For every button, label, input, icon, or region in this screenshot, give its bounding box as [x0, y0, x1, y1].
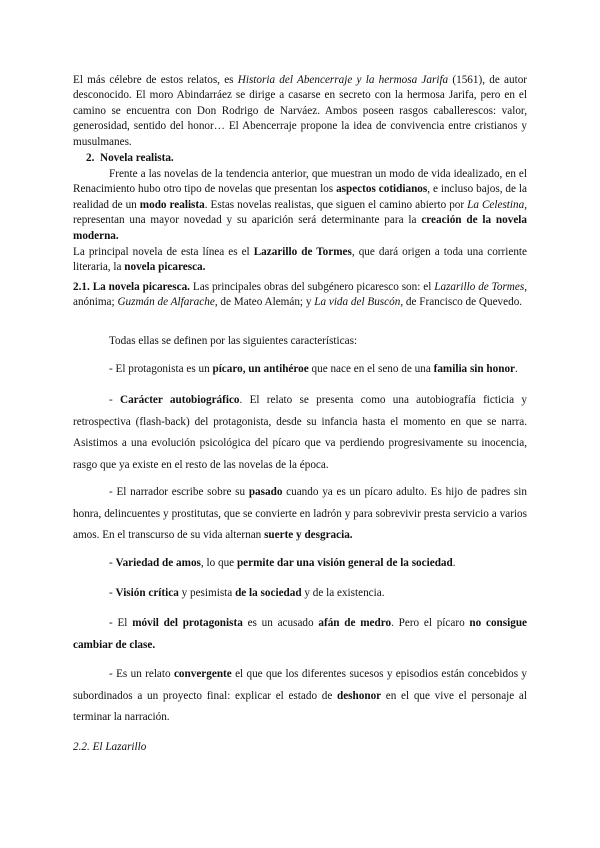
bold-text: no consigue cambiar de clase. [73, 617, 528, 651]
text: La principal novela de esta línea es el [73, 246, 254, 258]
text: Frente a las novelas de la tendencia anterior, que muestran un modo de vida idealizado, en el Renacimiento hubo otro tipo de novelas que presentan los [73, 168, 527, 196]
work-title: Historia del Abencerraje y la hermosa Jarifa [237, 74, 449, 86]
text: - Es un relato [109, 668, 174, 680]
work-title: La vida del Buscón [314, 296, 401, 309]
text: - El [109, 617, 133, 629]
text: - [109, 557, 116, 569]
text: . [515, 363, 518, 375]
text: , e incluso bajos, de la realidad de un [73, 183, 527, 211]
text: . Estas novelas realistas, que siguen el camino abierto por [204, 198, 468, 211]
bold-text: Carácter autobiográfico [120, 394, 240, 406]
section-heading-lazarillo: 2.2. El Lazarillo [73, 741, 147, 753]
text: (1561), de autor desconocido. El moro Abindarráez se dirige a casarse en secreto con la hermosa Jarifa, pero en el camino se encuentra con Don Rodrigo de Narváez. Ambos poseen rasgos caballerescos: valor, generosidad, sentido del honor… El Abencerraje propone la idea de convivencia entre cristianos y musulmanes. [73, 74, 528, 148]
section-heading-realista [86, 151, 527, 166]
feature-masters [73, 556, 527, 571]
feature-autobiographical [73, 390, 527, 476]
feature-motive [73, 613, 527, 656]
feature-narrator [73, 482, 527, 547]
picaresca-paragraph [73, 280, 527, 311]
section-heading-picaresca: 2.1. La novela picaresca. [73, 281, 190, 293]
bold-text: móvil del protagonista [132, 617, 243, 629]
work-title: La Celestina [467, 198, 525, 211]
text: . [452, 557, 456, 569]
bold-text: pasado [248, 486, 283, 498]
text: - [109, 587, 116, 599]
text: , representan una mayor novedad y su aparición será determinante para la [73, 198, 527, 227]
bold-text: permite dar una visión general de la sociedad [236, 557, 453, 569]
heading-text: Novela realista. [99, 152, 174, 164]
feature-protagonist [73, 362, 527, 377]
text: - El narrador escribe sobre su [109, 486, 249, 498]
text: . Pero el pícaro [391, 617, 470, 629]
intro-paragraph [73, 73, 527, 150]
text: - [109, 394, 120, 406]
text: , anónima; [73, 281, 528, 309]
bold-text: creación de la novela moderna. [73, 214, 527, 242]
bold-text: de la sociedad [235, 587, 302, 599]
text: , de Francisco de Quevedo. [400, 296, 523, 309]
bold-text: aspectos cotidianos [336, 183, 428, 196]
bold-text: deshonor [336, 689, 382, 702]
feature-convergent [73, 664, 527, 729]
lazarillo-paragraph [73, 245, 527, 276]
text: y de la existencia. [301, 587, 385, 599]
bold-text: Lazarillo de Tormes [253, 246, 352, 258]
heading-number: 2. [86, 152, 95, 164]
characteristics-intro: Todas ellas se definen por las siguientes características: [109, 335, 358, 347]
text: - El protagonista es un [109, 363, 213, 375]
bold-text: Variedad de amos [115, 557, 201, 569]
bold-text: convergente [173, 668, 232, 680]
text: es un acusado [242, 617, 319, 629]
bold-text: pícaro, un antihéroe [212, 363, 309, 375]
text: , que dará origen a toda una corriente literaria, la [73, 246, 527, 274]
bold-text: Visión crítica [115, 587, 179, 599]
text: , lo que [200, 557, 237, 569]
work-title: Lazarillo de Tormes [434, 281, 525, 293]
text: y pesimista [178, 587, 236, 599]
bold-text: familia sin honor [433, 363, 516, 375]
text: , de Mateo Alemán; y [214, 296, 315, 309]
text: que nace en el seno de una [308, 363, 434, 375]
text: . El relato se presenta como una autobiografía ficticia y retrospectiva (flash-back) del protagonista, desde su infancia hasta el momento en que se narra. Asistimos a una evolución psicológica del pícaro que va perdiendo progresivamente su inocencia, rasgo que ya existe en el resto de las novelas de la época. [73, 394, 527, 471]
bold-text: modo realista [139, 198, 205, 211]
text: en el que vive el personaje al terminar la narración. [73, 689, 527, 723]
text: el que que los diferentes sucesos y episodios están concebidos y subordinados a un proyecto final: explicar el estado de [73, 668, 527, 702]
bold-text: suerte y desgracia. [264, 529, 353, 541]
feature-critical-vision [73, 586, 527, 601]
work-title: Guzmán de Alfarache [117, 296, 215, 309]
text: Las principales obras del subgénero picaresco son: el [189, 281, 435, 293]
text: El más célebre de estos relatos, es [73, 74, 238, 86]
realista-paragraph [73, 167, 527, 244]
bold-text: afán de medro [318, 617, 392, 629]
bold-text: novela picaresca. [124, 261, 206, 274]
text: cuando ya es un pícaro adulto. Es hijo de padres sin honra, delincuentes y prostitutas, que se convierte en ladrón y para sobrevivir presta servicio a varios amos. En el transcurso de su vida alternan [73, 486, 527, 541]
